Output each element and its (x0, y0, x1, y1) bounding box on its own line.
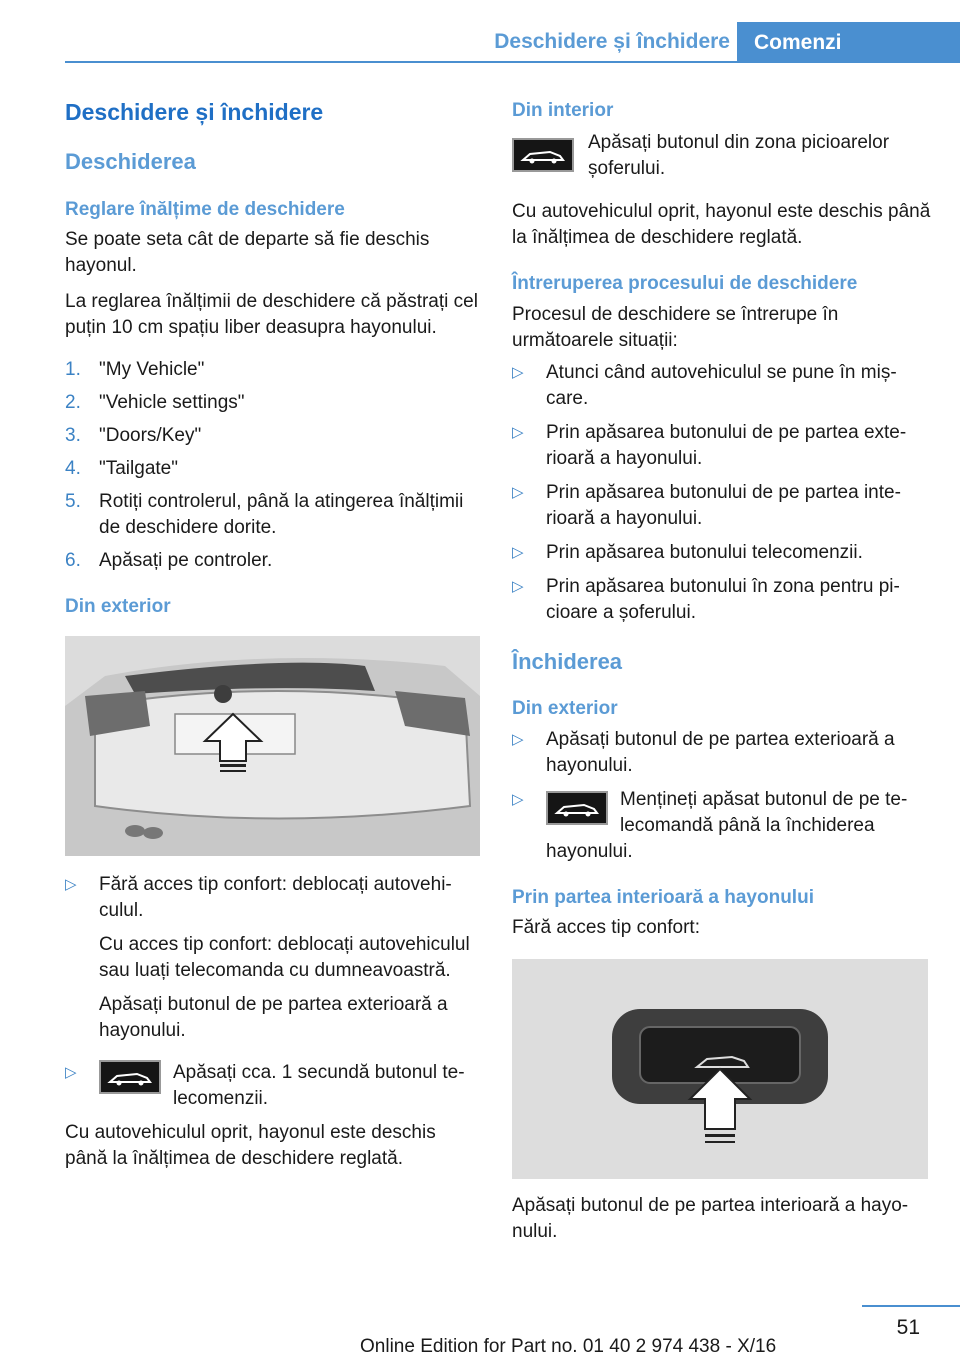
page-number: 51 (896, 1316, 920, 1339)
remote-tailgate-button-icon (99, 1060, 161, 1094)
heading-interrupt: Întreruperea procesului de deschidere (512, 273, 858, 294)
heading-inner-side: Prin partea interioară a hayonului (512, 887, 814, 908)
triangle-bullet-icon: ▷ (512, 791, 524, 808)
paragraph: Cu autovehiculul oprit, hayonul este deschis până la înălțimea de deschidere reglată. (65, 1122, 436, 1169)
list-item: 5. Rotiți controlerul, până la atingerea înălțimii de deschidere dorite. (65, 491, 464, 538)
closing-list (512, 727, 932, 865)
triangle-bullet-icon: ▷ (512, 544, 524, 561)
list-item: 1. "My Vehicle" (65, 359, 205, 380)
paragraph: Apăsați butonul de pe partea interioară a hayonului. (512, 1195, 909, 1242)
list-item: 6. Apăsați pe controler. (65, 550, 273, 571)
paragraph: La reglarea înălțimii de deschidere că păstrați cel puțin 10 cm spațiu liber deasupra hayonului. (65, 291, 478, 338)
header-rule (65, 61, 960, 63)
footer-rule (862, 1305, 960, 1307)
heading-close-exterior: Din exterior (512, 698, 618, 719)
paragraph: Cu autovehiculul oprit, hayonul este deschis până la înălțimea de deschidere reglată. (512, 201, 931, 248)
list-item: ▷ Prin apăsarea butonului de pe partea exterioară a hayonului. (512, 422, 907, 469)
triangle-bullet-icon: ▷ (65, 1064, 77, 1081)
running-header-section: Deschidere și închidere (494, 30, 730, 53)
tailgate-button-icon (512, 138, 574, 172)
list-item: ▷ Prin apăsarea butonului în zona pentru picioare a șoferului. (512, 576, 900, 623)
exterior-steps (65, 872, 480, 1112)
running-header-tab: Comenzi (737, 22, 960, 63)
left-column (65, 98, 480, 1172)
steps-list (65, 357, 480, 574)
list-item: ▷ Prin apăsarea butonului de pe partea interioară a hayonului. (512, 482, 901, 529)
heading-from-exterior: Din exterior (65, 596, 171, 617)
triangle-bullet-icon: ▷ (65, 876, 77, 893)
triangle-bullet-icon: ▷ (512, 364, 524, 381)
list-item: ▷ Mențineți apăsat butonul de pe telecomandă până la închiderea hayonului. (512, 789, 908, 862)
car-rear-illustration (65, 636, 480, 856)
triangle-bullet-icon: ▷ (512, 578, 524, 595)
triangle-bullet-icon: ▷ (512, 424, 524, 441)
section-title: Deschidere și închidere (65, 99, 324, 125)
right-column (512, 98, 932, 1245)
list-item: ▷ Apăsați butonul de pe partea exterioară a hayonului. (512, 729, 895, 776)
list-item: ▷ Atunci când autovehiculul se pune în mișcare. (512, 362, 897, 409)
inner-button-illustration (512, 959, 928, 1179)
list-item: 2. "Vehicle settings" (65, 392, 245, 413)
heading-from-interior: Din interior (512, 100, 614, 121)
list-item: ▷ Fără acces tip confort: deblocați autovehiculul. Cu acces tip confort: deblocați autovehiculul sau luați telecomanda cu dumneavoastră. Apăsați butonul de pe partea exterioară a hayonului. (65, 874, 470, 1041)
list-item: ▷ Prin apăsarea butonului telecomenzii. (512, 540, 932, 566)
edition-note: Online Edition for Part no. 01 40 2 974 438 - X/16 (360, 1336, 777, 1357)
remote-tailgate-button-icon (546, 791, 608, 825)
paragraph: Fără acces tip confort: (512, 917, 700, 938)
triangle-bullet-icon: ▷ (512, 731, 524, 748)
interior-button-block: Apăsați butonul din zona picioarelor șoferului. (512, 130, 932, 182)
list-item: 4. "Tailgate" (65, 458, 178, 479)
heading-adjust-height: Reglare înălțime de deschidere (65, 199, 345, 220)
list-item: 3. "Doors/Key" (65, 425, 202, 446)
paragraph: Procesul de deschidere se întrerupe în următoarele situații: (512, 304, 839, 351)
list-item: ▷ Apăsați cca. 1 secundă butonul telecomenzii. (65, 1062, 465, 1109)
subsection-title-closing: Închiderea (512, 649, 623, 674)
triangle-bullet-icon: ▷ (512, 484, 524, 501)
paragraph: Se poate seta cât de departe să fie deschis hayonul. (65, 229, 430, 276)
subsection-title-opening: Deschiderea (65, 149, 196, 174)
interrupt-list (512, 360, 932, 626)
